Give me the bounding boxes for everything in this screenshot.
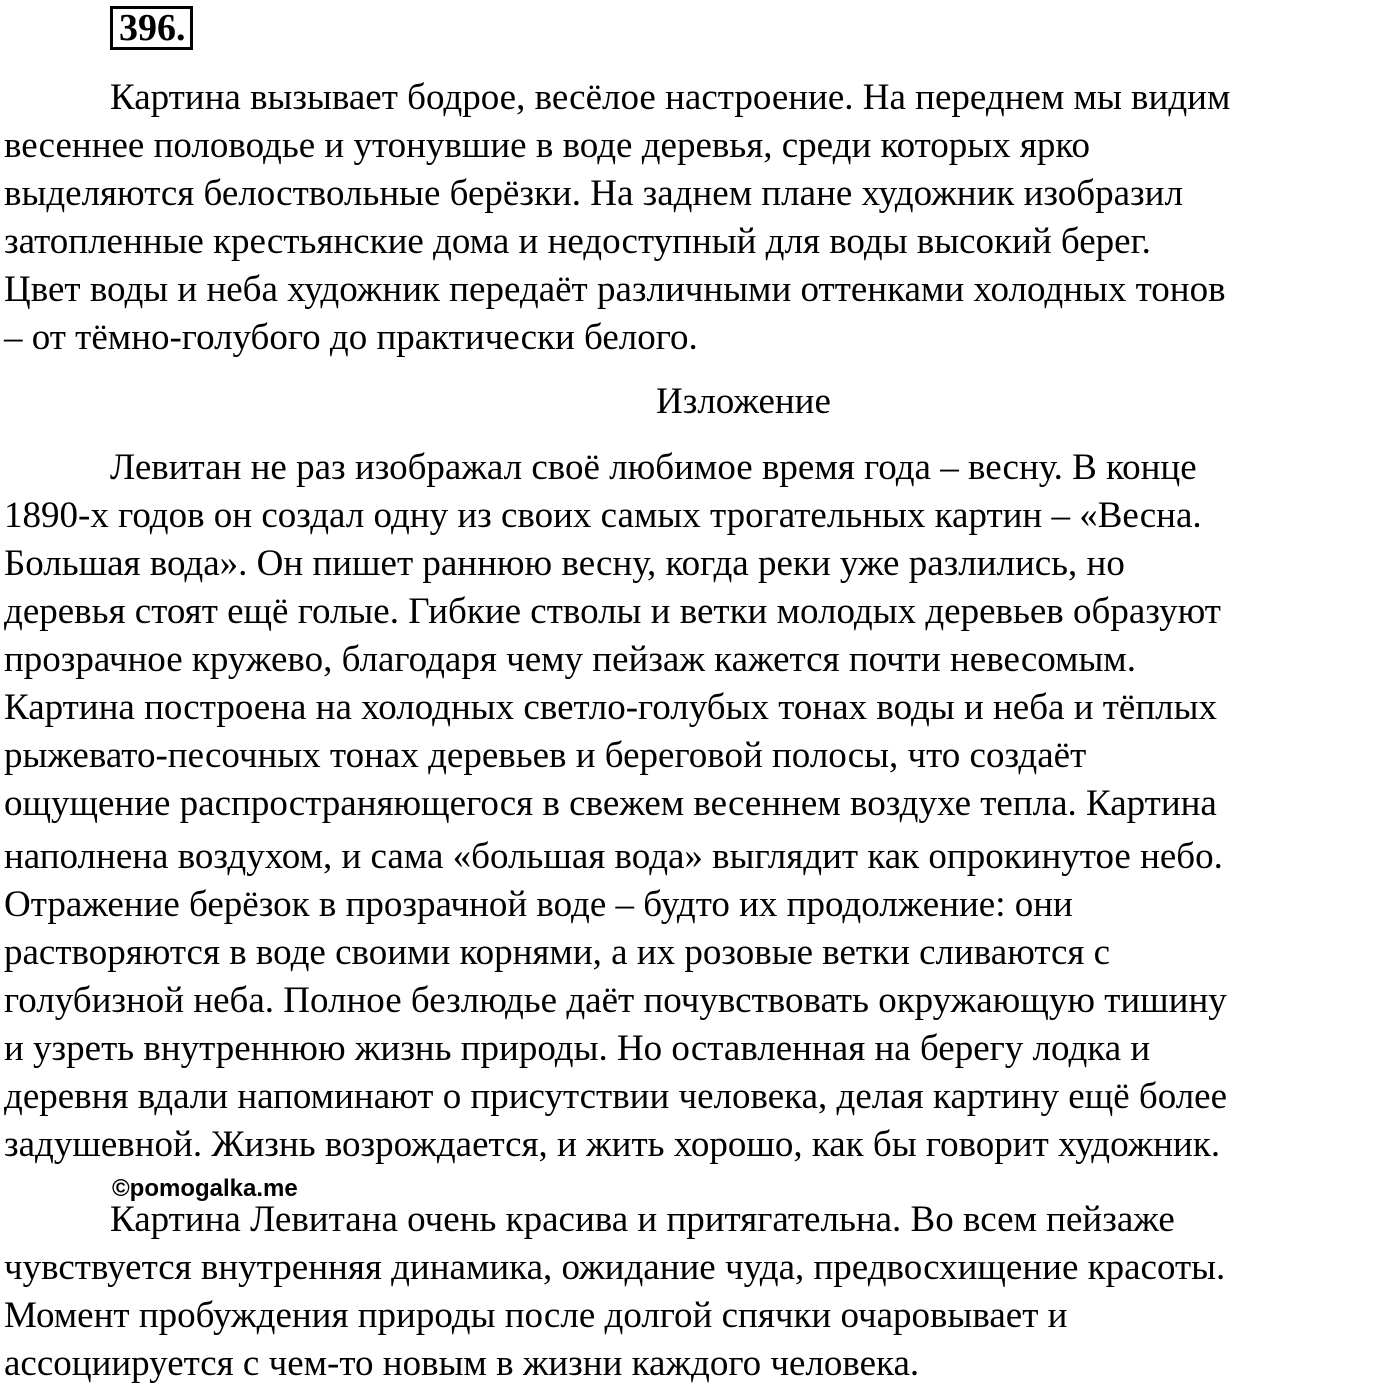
essay-line: Отражение берёзок в прозрачной воде – будто их продолжение: они [4, 884, 1073, 925]
essay-line: деревья стоят ещё голые. Гибкие стволы и ветки молодых деревьев образуют [4, 591, 1221, 632]
intro-line: затопленные крестьянские дома и недоступный для воды высокий берег. [4, 221, 1151, 262]
exercise-number [110, 6, 193, 50]
conclusion-line: ассоциируется с чем-то новым в жизни каждого человека. [4, 1343, 920, 1384]
intro-line: весеннее половодье и утонувшие в воде деревья, среди которых ярко [4, 125, 1091, 166]
essay-line: рыжевато-песочных тонах деревьев и береговой полосы, что создаёт [4, 735, 1087, 776]
essay-line: наполнена воздухом, и сама «большая вода» выглядит как опрокинутое небо. [4, 836, 1223, 877]
intro-line: Цвет воды и неба художник передаёт различными оттенками холодных тонов [4, 269, 1226, 310]
essay-line: растворяются в воде своими корнями, а их розовые ветки сливаются с [4, 932, 1111, 973]
essay-line: 1890-х годов он создал одну из своих самых трогательных картин – «Весна. [4, 495, 1202, 536]
conclusion-paragraph [4, 1196, 1400, 1388]
exercise-number-value: 396 [119, 7, 176, 49]
intro-line: выделяются белоствольные берёзки. На заднем плане художник изобразил [4, 173, 1183, 214]
intro-line: Картина вызывает бодрое, весёлое настроение. На переднем мы видим [110, 77, 1231, 118]
watermark: ©pomogalka.me [112, 1175, 298, 1202]
exercise-number-box [110, 6, 193, 50]
intro-paragraph [4, 74, 1400, 362]
essay-line: прозрачное кружево, благодаря чему пейзаж кажется почти невесомым. [4, 639, 1136, 680]
essay-line: Картина построена на холодных светло-голубых тонах воды и неба и тёплых [4, 687, 1217, 728]
essay-line: голубизной неба. Полное безлюдье даёт почувствовать окружающую тишину [4, 980, 1227, 1021]
essay-line: задушевной. Жизнь возрождается, и жить хорошо, как бы говорит художник. [4, 1124, 1221, 1165]
essay-line: Большая вода». Он пишет раннюю весну, когда реки уже разлились, но [4, 543, 1125, 584]
essay-line: и узреть внутреннюю жизнь природы. Но оставленная на берегу лодка и [4, 1028, 1151, 1069]
essay-line: деревня вдали напоминают о присутствии человека, делая картину ещё более [4, 1076, 1228, 1117]
intro-line: – от тёмно-голубого до практически белого. [4, 317, 698, 358]
conclusion-line: Момент пробуждения природы после долгой спячки очаровывает и [4, 1295, 1068, 1336]
essay-line: Левитан не раз изображал своё любимое время года – весну. В конце [110, 447, 1197, 488]
section-heading: Изложение [656, 381, 831, 422]
exercise-number-suffix: . [176, 7, 186, 49]
conclusion-line: чувствуется внутренняя динамика, ожидание чуда, предвосхищение красоты. [4, 1247, 1226, 1288]
conclusion-line: Картина Левитана очень красива и притягательна. Во всем пейзаже [110, 1199, 1175, 1240]
essay-paragraph [4, 444, 1400, 1169]
essay-line: ощущение распространяющегося в свежем весеннем воздухе тепла. Картина [4, 783, 1217, 824]
